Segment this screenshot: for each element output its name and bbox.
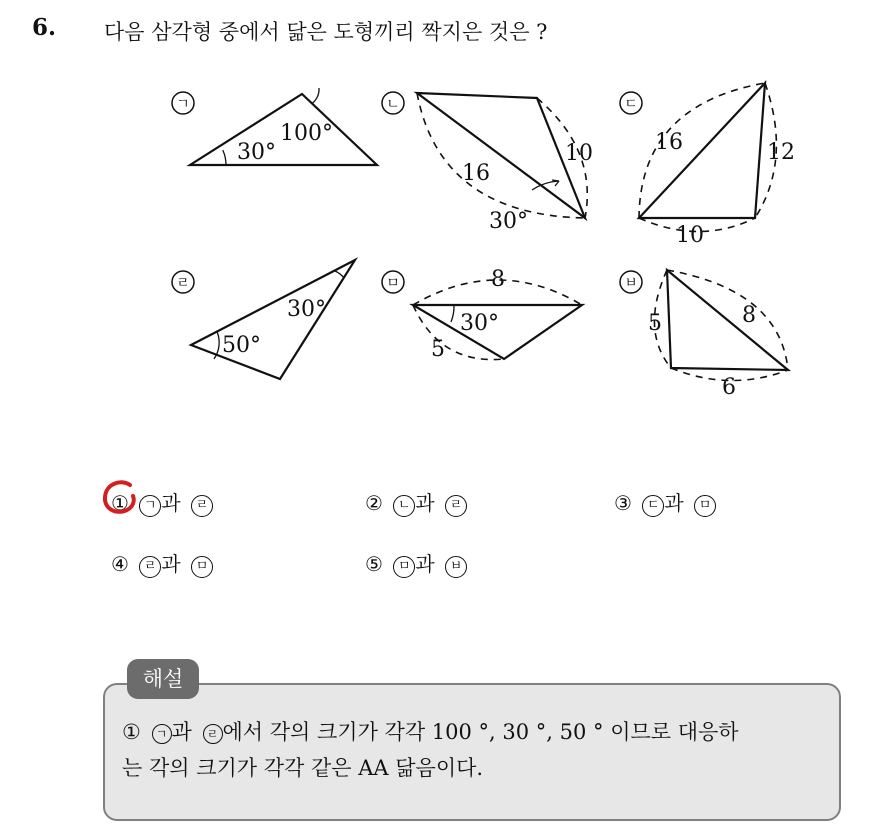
triangle-m-side-a: 8 xyxy=(491,267,505,292)
triangle-g-angle-a: 30° xyxy=(237,140,276,165)
question-number: 6. xyxy=(32,14,57,41)
triangle-r xyxy=(191,260,355,379)
choice-2[interactable]: ② ㄴ 과 ㄹ xyxy=(365,487,467,517)
choice-3[interactable]: ③ ㄷ 과 ㅁ xyxy=(614,487,716,517)
triangle-d-side-a: 16 xyxy=(655,130,683,155)
figure-label-d xyxy=(620,92,642,114)
triangle-g-angle-b: 100° xyxy=(280,121,333,146)
solution-text: ① ㄱ 과 ㄹ 에서 각의 크기가 각각 100 °, 30 °, 50 ° 이므로 대응하 는 각의 크기가 각각 같은 AA 닮음이다. xyxy=(122,720,739,780)
figure-label-r xyxy=(172,271,194,293)
choice-1[interactable]: ① ㄱ 과 ㄹ xyxy=(111,487,213,517)
triangle-r-angle-a: 30° xyxy=(287,297,326,322)
svg-text:ㄴ: ㄴ xyxy=(386,96,400,113)
figure-label-m xyxy=(382,271,404,293)
triangle-n-angle: 30° xyxy=(489,209,528,234)
triangle-r-angle-b: 50° xyxy=(222,333,261,358)
figure-label-g xyxy=(172,92,194,114)
triangle-d-side-b: 12 xyxy=(767,140,795,165)
answer-mark-circle xyxy=(100,477,140,517)
triangle-n-side-b: 10 xyxy=(565,141,593,166)
svg-text:ㄱ: ㄱ xyxy=(176,96,190,113)
question-text: 다음 삼각형 중에서 닮은 도형끼리 짝지은 것은 ? xyxy=(104,20,548,44)
triangle-m-side-b: 5 xyxy=(431,337,445,362)
triangle-b xyxy=(648,270,788,400)
triangle-m xyxy=(413,267,582,362)
figure-label-n xyxy=(382,92,404,114)
figure-label-b xyxy=(620,271,642,293)
triangle-b-side-b: 8 xyxy=(742,303,756,328)
svg-text:ㄷ: ㄷ xyxy=(624,96,638,113)
triangle-m-angle: 30° xyxy=(460,311,499,336)
triangle-d xyxy=(639,83,795,248)
svg-text:ㄹ: ㄹ xyxy=(176,275,190,292)
svg-text:ㅂ: ㅂ xyxy=(624,275,638,292)
choice-5[interactable]: ⑤ ㅁ 과 ㅂ xyxy=(365,548,467,578)
triangle-g xyxy=(190,88,377,165)
solution-tag: 해설 xyxy=(127,659,199,699)
triangle-n-side-a: 16 xyxy=(462,161,490,186)
triangle-b-side-a: 5 xyxy=(648,311,662,336)
svg-text:ㅁ: ㅁ xyxy=(386,275,400,292)
triangle-b-side-c: 6 xyxy=(722,375,736,400)
triangle-d-side-c: 10 xyxy=(676,223,704,248)
choice-4[interactable]: ④ ㄹ 과 ㅁ xyxy=(111,548,213,578)
triangle-n xyxy=(417,93,593,234)
